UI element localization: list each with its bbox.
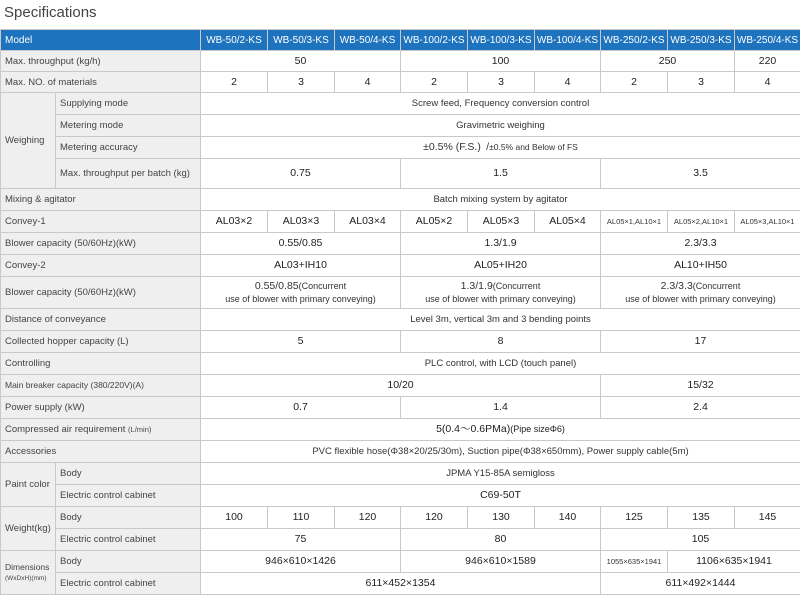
group-label-weight: Weight(kg): [1, 507, 56, 551]
table-row: [1, 419, 800, 441]
air-label-unit: (L/min): [128, 425, 152, 434]
table-row: [1, 189, 800, 211]
model-header: WB-100/4-KS: [535, 30, 601, 51]
cell-value: AL03×4: [335, 211, 401, 233]
table-row: [1, 51, 800, 72]
dimensions-label: Dimensions: [5, 561, 50, 572]
cell-value: 3.5: [601, 159, 800, 189]
cell-value: AL05+IH20: [401, 255, 601, 277]
cell-value: AL05×2: [401, 211, 468, 233]
table-row: [1, 115, 800, 137]
cell-value: AL03+IH10: [201, 255, 401, 277]
row-label: Convey-1: [1, 211, 201, 233]
row-label: Metering accuracy: [56, 137, 201, 159]
cell-value: 4: [535, 72, 601, 93]
blower-note: use of blower with primary conveying): [225, 293, 376, 304]
specifications-table: [0, 29, 800, 595]
table-row: [1, 159, 800, 189]
cell-value: AL10+IH50: [601, 255, 800, 277]
model-header: WB-50/4-KS: [335, 30, 401, 51]
table-row: [1, 507, 800, 529]
cell-value: 946×610×1426: [201, 551, 401, 573]
cell-value: C69-50T: [201, 485, 800, 507]
cell-value: 100: [401, 51, 601, 72]
table-row: [1, 211, 800, 233]
cell-value: 2.3/3.3: [601, 233, 800, 255]
table-row: [1, 233, 800, 255]
cell-value: [201, 277, 401, 309]
blower-value: 2.3/3.3: [660, 279, 693, 292]
cell-value: 0.7: [201, 397, 401, 419]
cell-value: 120: [401, 507, 468, 529]
cell-value: AL05×3: [468, 211, 535, 233]
page-title: Specifications: [4, 4, 97, 21]
group-label-paint: Paint color: [1, 463, 56, 507]
cell-value: 3: [268, 72, 335, 93]
cell-value: 1055×635×1941: [601, 551, 668, 573]
table-row: [1, 375, 800, 397]
blower-note: use of blower with primary conveying): [425, 293, 576, 304]
cell-value: 1106×635×1941: [668, 551, 800, 573]
accuracy-note: ±0.5% and Below of FS: [489, 142, 578, 152]
table-row: [1, 573, 800, 595]
cell-value: 120: [335, 507, 401, 529]
row-label: Body: [56, 551, 201, 573]
table-row: [1, 309, 800, 331]
table-row: [1, 441, 800, 463]
cell-value: 1.3/1.9: [401, 233, 601, 255]
cell-value: 611×492×1444: [601, 573, 800, 595]
cell-value: Batch mixing system by agitator: [201, 189, 800, 211]
row-label: Mixing & agitator: [1, 189, 201, 211]
cell-value: 17: [601, 331, 800, 353]
cell-value: Level 3m, vertical 3m and 3 bending points: [201, 309, 800, 331]
table-row: [1, 93, 800, 115]
cell-value: 3: [468, 72, 535, 93]
blower-note: (Concurrent: [492, 280, 541, 291]
row-label: Collected hopper capacity (L): [1, 331, 201, 353]
row-label: Controlling: [1, 353, 201, 375]
model-label: Model: [1, 30, 201, 51]
cell-value: 250: [601, 51, 735, 72]
row-label: Electric control cabinet: [56, 573, 201, 595]
cell-value: 135: [668, 507, 735, 529]
row-label: Accessories: [1, 441, 201, 463]
table-row: [1, 397, 800, 419]
cell-value: 611×452×1354: [201, 573, 601, 595]
cell-value: 4: [335, 72, 401, 93]
cell-value: 110: [268, 507, 335, 529]
row-label: Max. throughput per batch (kg): [56, 159, 201, 189]
cell-value: AL05×4: [535, 211, 601, 233]
model-header: WB-50/3-KS: [268, 30, 335, 51]
cell-value: 946×610×1589: [401, 551, 601, 573]
cell-value: 10/20: [201, 375, 601, 397]
blower-note: (Concurrent: [298, 280, 347, 291]
table-row: [1, 463, 800, 485]
row-label: Electric control cabinet: [56, 529, 201, 551]
air-value: 5(0.4～0.6PMa): [436, 423, 511, 435]
row-label: Power supply (kW): [1, 397, 201, 419]
cell-value: 15/32: [601, 375, 800, 397]
blower-value: 0.55/0.85: [254, 279, 299, 292]
row-label: Main breaker capacity (380/220V)(A): [1, 375, 201, 397]
cell-value: 220: [735, 51, 800, 72]
cell-value: 2: [201, 72, 268, 93]
air-label: Compressed air requirement: [5, 424, 126, 435]
cell-value: 105: [601, 529, 800, 551]
table-row: [1, 551, 800, 573]
cell-value: Screw feed, Frequency conversion control: [201, 93, 800, 115]
table-row: [1, 137, 800, 159]
group-label-weighing: Weighing: [1, 93, 56, 189]
cell-value: 3: [668, 72, 735, 93]
table-row: [1, 277, 800, 309]
header-row: [1, 30, 800, 51]
cell-value: AL05×1,AL10×1: [601, 211, 668, 233]
row-label: Body: [56, 507, 201, 529]
model-header: WB-250/2-KS: [601, 30, 668, 51]
accuracy-main: ±0.5% (F.S.): [423, 141, 481, 153]
model-header: WB-100/3-KS: [468, 30, 535, 51]
accuracy-cell: [201, 137, 800, 159]
cell-value: [601, 277, 800, 309]
row-label: Distance of conveyance: [1, 309, 201, 331]
row-label: Max. NO. of materials: [1, 72, 201, 93]
cell-value: 5: [201, 331, 401, 353]
model-header: WB-100/2-KS: [401, 30, 468, 51]
cell-value: PVC flexible hose(Φ38×20/25/30m), Suction pipe(Φ38×650mm), Power supply cable(5m): [201, 441, 800, 463]
cell-value: AL03×3: [268, 211, 335, 233]
cell-value: 100: [201, 507, 268, 529]
cell-value: [201, 419, 800, 441]
row-label: Electric control cabinet: [56, 485, 201, 507]
cell-value: 2: [401, 72, 468, 93]
cell-value: 50: [201, 51, 401, 72]
model-header: WB-250/3-KS: [668, 30, 735, 51]
table-row: [1, 485, 800, 507]
blower-value: 1.3/1.9: [460, 279, 493, 292]
cell-value: 2.4: [601, 397, 800, 419]
model-header: WB-50/2-KS: [201, 30, 268, 51]
row-label: Supplying mode: [56, 93, 201, 115]
air-note: (Pipe sizeΦ6): [510, 424, 565, 434]
cell-value: 1.5: [401, 159, 601, 189]
cell-value: PLC control, with LCD (touch panel): [201, 353, 800, 375]
cell-value: [401, 277, 601, 309]
row-label: Blower capacity (50/60Hz)(kW): [1, 277, 201, 309]
cell-value: 130: [468, 507, 535, 529]
cell-value: 8: [401, 331, 601, 353]
row-label: Max. throughput (kg/h): [1, 51, 201, 72]
table-row: [1, 529, 800, 551]
cell-value: AL05×2,AL10×1: [668, 211, 735, 233]
blower-note: use of blower with primary conveying): [625, 293, 776, 304]
cell-value: JPMA Y15-85A semigloss: [201, 463, 800, 485]
model-header: WB-250/4-KS: [735, 30, 800, 51]
cell-value: 145: [735, 507, 800, 529]
cell-value: 4: [735, 72, 800, 93]
row-label: Body: [56, 463, 201, 485]
dimensions-unit: (WxDxH)(mm): [5, 574, 47, 582]
group-label-dimensions: [1, 551, 56, 595]
row-label: Blower capacity (50/60Hz)(kW): [1, 233, 201, 255]
cell-value: 75: [201, 529, 401, 551]
cell-value: 140: [535, 507, 601, 529]
table-row: [1, 255, 800, 277]
cell-value: Gravimetric weighing: [201, 115, 800, 137]
cell-value: 0.55/0.85: [201, 233, 401, 255]
cell-value: 0.75: [201, 159, 401, 189]
accuracy-separator: /: [486, 141, 490, 153]
row-label: Metering mode: [56, 115, 201, 137]
blower-note: (Concurrent: [692, 280, 741, 291]
cell-value: AL03×2: [201, 211, 268, 233]
cell-value: 80: [401, 529, 601, 551]
row-label: [1, 419, 201, 441]
cell-value: 2: [601, 72, 668, 93]
cell-value: 1.4: [401, 397, 601, 419]
table-row: [1, 331, 800, 353]
cell-value: AL05×3,AL10×1: [735, 211, 800, 233]
table-row: [1, 72, 800, 93]
row-label: Convey-2: [1, 255, 201, 277]
table-row: [1, 353, 800, 375]
cell-value: 125: [601, 507, 668, 529]
